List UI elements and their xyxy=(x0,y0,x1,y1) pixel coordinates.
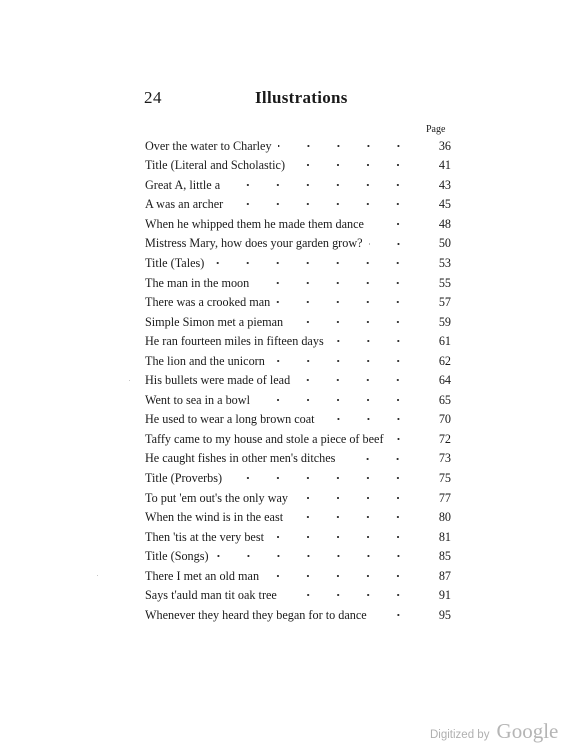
entry-page-number: 48 xyxy=(438,216,451,231)
watermark-brand: Google xyxy=(496,719,559,743)
entry-title: Whenever they heard they began for to dance xyxy=(145,607,367,622)
dot-leader xyxy=(271,356,413,366)
entry-title: Over the water to Charley xyxy=(145,138,272,153)
entry-title: Went to sea in a bowl xyxy=(145,392,250,407)
entry-page-number: 77 xyxy=(438,490,451,505)
entry-page-number: 64 xyxy=(438,373,451,388)
list-item xyxy=(145,507,451,527)
list-item xyxy=(145,429,451,449)
dot-leader xyxy=(289,317,413,327)
dot-leader xyxy=(270,532,413,542)
entry-page-number: 45 xyxy=(438,197,451,212)
list-item xyxy=(145,371,451,391)
entry-title: Title (Literal and Scholastic) xyxy=(145,158,286,173)
entry-page-number: 50 xyxy=(438,236,451,251)
entry-title: The man in the moon xyxy=(145,275,250,290)
list-item xyxy=(145,136,451,156)
entry-page-number: 70 xyxy=(438,412,451,427)
entry-page-number: 81 xyxy=(438,529,451,544)
entry-title: He used to wear a long brown coat xyxy=(145,412,315,427)
entry-page-number: 55 xyxy=(438,275,451,290)
entry-title: Mistress Mary, how does your garden grow? xyxy=(145,236,363,251)
list-item xyxy=(145,351,451,371)
page-number: 24 xyxy=(144,88,162,107)
dot-leader xyxy=(390,434,413,444)
entry-title: There I met an old man xyxy=(145,568,260,583)
entry-page-number: 57 xyxy=(438,295,451,310)
watermark-prefix: Digitized by xyxy=(430,729,490,741)
list-item xyxy=(145,195,451,215)
dot-leader xyxy=(283,590,413,600)
list-item xyxy=(145,468,451,488)
entry-page-number: 65 xyxy=(438,392,451,407)
list-item xyxy=(145,410,451,430)
dot-leader xyxy=(229,199,413,209)
digitized-by-watermark xyxy=(430,719,558,744)
page-title: Illustrations xyxy=(255,88,348,107)
list-item xyxy=(145,488,451,508)
dot-leader xyxy=(294,493,413,503)
dot-leader xyxy=(296,375,413,385)
dot-leader xyxy=(256,395,413,405)
dot-leader xyxy=(373,610,413,620)
list-item xyxy=(145,292,451,312)
entry-title: Title (Tales) xyxy=(145,255,205,270)
entry-page-number: 59 xyxy=(438,314,451,329)
entry-title: Title (Proverbs) xyxy=(145,470,223,485)
entry-title: When the wind is in the east xyxy=(145,510,284,525)
entry-title: The lion and the unicorn xyxy=(145,353,265,368)
dot-leader xyxy=(369,239,413,249)
list-item xyxy=(145,605,451,625)
dot-leader xyxy=(278,141,413,151)
dot-leader xyxy=(265,571,413,581)
list-item xyxy=(145,546,451,566)
entry-title: Taffy came to my house and stole a piece of beef xyxy=(145,431,384,446)
entry-title: Then 'tis at the very best xyxy=(145,529,264,544)
dot-leader xyxy=(321,414,413,424)
entry-page-number: 53 xyxy=(438,255,451,270)
entry-page-number: 87 xyxy=(438,568,451,583)
list-item xyxy=(145,331,451,351)
entry-title: Great A, little a xyxy=(145,177,221,192)
illustrations-list xyxy=(145,136,451,625)
entry-title: There was a crooked man xyxy=(145,295,271,310)
dot-leader xyxy=(330,336,413,346)
entry-page-number: 36 xyxy=(438,138,451,153)
entry-title: His bullets were made of lead xyxy=(145,373,291,388)
dot-leader xyxy=(341,454,413,464)
entry-page-number: 75 xyxy=(438,470,451,485)
dot-leader xyxy=(228,473,413,483)
entry-page-number: 73 xyxy=(438,451,451,466)
list-item xyxy=(145,234,451,254)
entry-page-number: 72 xyxy=(438,431,451,446)
dot-leader xyxy=(226,180,413,190)
list-item xyxy=(145,273,451,293)
entry-title: Says t'auld man tit oak tree xyxy=(145,588,277,603)
entry-title: Simple Simon met a pieman xyxy=(145,314,284,329)
list-item xyxy=(145,312,451,332)
entry-title: He ran fourteen miles in fifteen days xyxy=(145,334,324,349)
entry-title: When he whipped them he made them dance xyxy=(145,216,364,231)
list-item xyxy=(145,214,451,234)
list-item xyxy=(145,566,451,586)
entry-page-number: 41 xyxy=(438,158,451,173)
dot-leader xyxy=(215,551,413,561)
dot-leader xyxy=(289,512,413,522)
dot-leader xyxy=(255,278,413,288)
entry-page-number: 43 xyxy=(438,177,451,192)
entry-page-number: 91 xyxy=(438,588,451,603)
entry-page-number: 61 xyxy=(438,334,451,349)
list-item xyxy=(145,175,451,195)
list-item xyxy=(145,156,451,176)
list-item xyxy=(145,253,451,273)
entry-title: A was an archer xyxy=(145,197,224,212)
entry-page-number: 85 xyxy=(438,549,451,564)
entry-page-number: 80 xyxy=(438,510,451,525)
list-item xyxy=(145,586,451,606)
page-column-header: Page xyxy=(426,124,446,135)
scan-speck xyxy=(129,380,130,381)
entry-page-number: 95 xyxy=(438,607,451,622)
list-item xyxy=(145,390,451,410)
dot-leader xyxy=(276,297,413,307)
list-item xyxy=(145,449,451,469)
entry-page-number: 62 xyxy=(438,353,451,368)
dot-leader xyxy=(291,160,413,170)
entry-title: To put 'em out's the only way xyxy=(145,490,288,505)
scan-speck xyxy=(97,575,98,576)
list-item xyxy=(145,527,451,547)
entry-title: He caught fishes in other men's ditches xyxy=(145,451,336,466)
dot-leader xyxy=(210,258,413,268)
entry-title: Title (Songs) xyxy=(145,549,209,564)
dot-leader xyxy=(370,219,413,229)
